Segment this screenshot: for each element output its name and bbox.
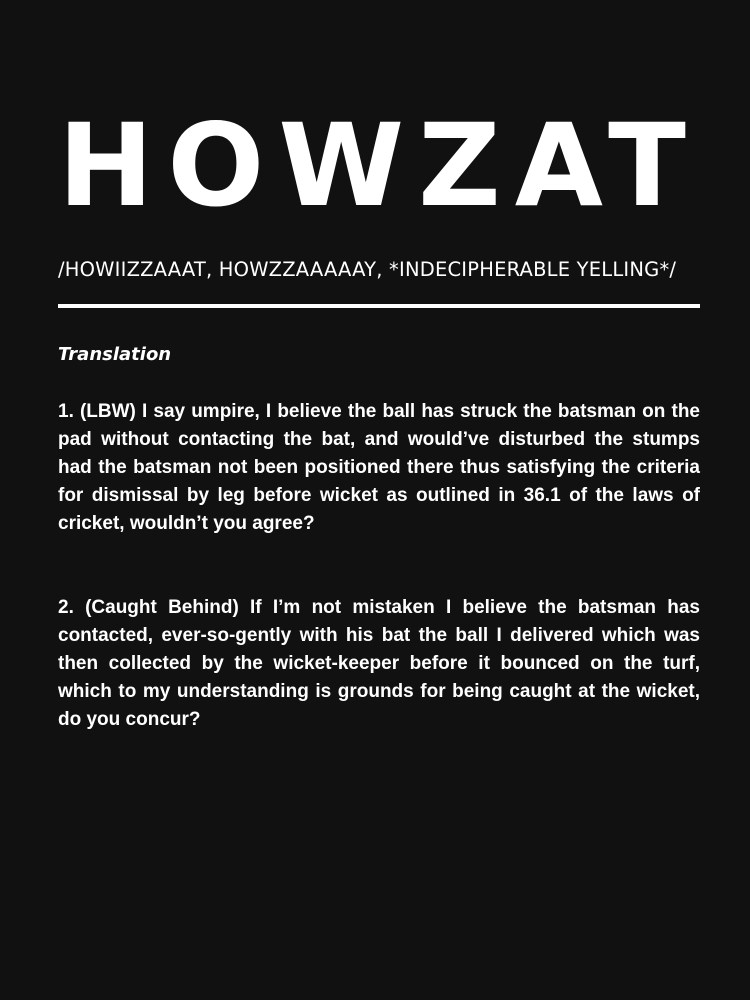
divider-rule [58, 304, 700, 308]
pronunciation: /HOWIIZZAAAT, HOWZZAAAAAY, *INDECIPHERABLE YELLING*/ [58, 258, 677, 281]
title-word: HOWZAT [58, 99, 700, 232]
definition-card [58, 0, 700, 1000]
definition-lbw: 1. (LBW) I say umpire, I believe the ball has struck the batsman on the pad without contacting the bat, and would’ve disturbed the stumps had the batsman not been positioned there thus satisfying the criteria for dismissal by leg before wicket as outlined in 36.1 of the laws of cricket, wouldn’t you agree? [58, 401, 700, 534]
translation-label: Translation [58, 344, 172, 365]
definition-caught-behind: 2. (Caught Behind) If I’m not mistaken I believe the batsman has contacted, ever-so-gently with his bat the ball I delivered which was then collected by the wicket-keeper before it bounced on the turf, which to my understanding is grounds for being caught at the wicket, do you concur? [58, 597, 700, 730]
